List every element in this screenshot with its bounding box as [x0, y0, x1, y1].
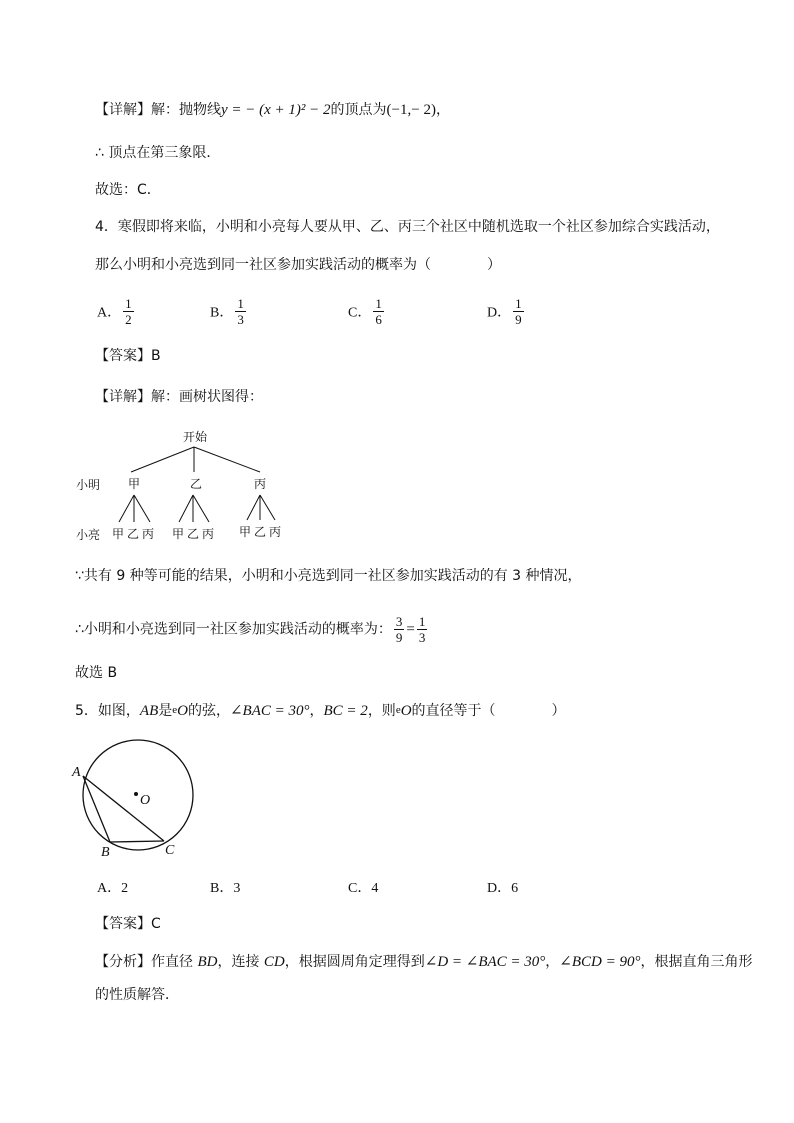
option-label: D．: [487, 305, 512, 321]
q4-choice: 故选 B: [75, 665, 118, 681]
vertex-coords: (−1,− 2): [386, 102, 436, 118]
detail-label: 【详解】: [95, 102, 151, 118]
fraction-numerator: 1: [515, 296, 522, 311]
q5-then: ，则: [367, 703, 396, 719]
q5-word: 是: [158, 703, 173, 719]
segment-ab-line: [83, 776, 110, 842]
q4-option-a: [97, 296, 136, 327]
tree-leaf: 丙: [202, 527, 215, 541]
angle-equation: ∠D = ∠BAC = 30°: [424, 954, 546, 970]
tree-leaf: 乙: [187, 527, 200, 541]
point-c-label: C: [165, 843, 175, 858]
option-fraction: [513, 296, 524, 327]
q4-detail: 【详解】解：画树状图得：: [95, 389, 263, 405]
option-fraction: [123, 296, 134, 327]
fraction-denominator: 3: [418, 630, 426, 645]
analysis-text: ，连接: [217, 954, 264, 970]
detail-intro: 解：抛物线: [151, 102, 221, 118]
segment-bc: BC = 2: [323, 703, 368, 719]
segment-bc-line: [110, 841, 164, 842]
analysis-text: ，根据圆周角定理得到: [284, 954, 425, 970]
tree-branch: [131, 447, 194, 472]
point-b-label: B: [101, 845, 110, 860]
tree-leaf: 乙: [127, 527, 140, 541]
q5-circle-figure: [68, 738, 208, 863]
analysis-text: ，根据直角三角形: [640, 954, 753, 970]
fraction-numerator: 1: [375, 296, 382, 311]
segment-ac-line: [83, 776, 164, 841]
detail-end: ，: [435, 102, 450, 118]
q5-comma: ，: [309, 703, 324, 719]
option-label: A．: [97, 305, 122, 321]
q3-conclusion: ∴ 顶点在第三象限．: [95, 145, 221, 161]
q5-prefix: 5．如图，: [75, 703, 140, 719]
tree-branch: [193, 495, 209, 522]
fraction-denominator: 6: [375, 312, 382, 327]
fraction-numerator: 1: [418, 614, 426, 629]
q5-option-b: B．3: [210, 881, 241, 896]
tree-branch: [260, 495, 275, 520]
tree-row-label-xiaoliang: 小亮: [76, 528, 101, 542]
q5-option-a: A．2: [97, 881, 129, 896]
tree-node-level1: 甲: [128, 477, 141, 491]
q5-analysis-line2: 的性质解答．: [95, 987, 179, 1003]
fraction-denominator: 9: [395, 630, 403, 645]
q4-option-b: [210, 296, 248, 327]
tree-branch: [194, 447, 260, 472]
tree-diagram: [70, 425, 310, 550]
probability-fraction: [394, 614, 405, 645]
segment-cd: CD: [263, 954, 285, 970]
q5-diameter: 的直径等于（ ）: [411, 703, 566, 719]
q4-therefore: [75, 614, 429, 645]
tree-leaf: 甲: [172, 527, 185, 541]
circle-o: [83, 740, 193, 850]
q5-option-c: C．4: [348, 881, 379, 896]
tree-node-level1: 乙: [190, 477, 203, 491]
point-o-label: O: [140, 793, 151, 808]
tree-leaf: 丙: [142, 527, 155, 541]
segment-bd: BD: [197, 954, 218, 970]
fraction-denominator: 2: [125, 312, 132, 327]
option-label: C．: [348, 305, 372, 321]
tree-leaf: 丙: [269, 525, 282, 539]
tree-branch: [134, 495, 150, 522]
analysis-label: 【分析】: [95, 954, 151, 970]
option-fraction: [373, 296, 384, 327]
segment-ab: AB: [139, 703, 159, 719]
therefore-text: ∴小明和小亮选到同一社区参加实践活动的概率为：: [75, 621, 392, 638]
probability-fraction: [417, 614, 428, 645]
tree-root: 开始: [183, 430, 208, 444]
equals-sign: =: [406, 621, 415, 638]
tree-leaf: 甲: [112, 527, 125, 541]
fraction-denominator: 9: [515, 312, 522, 327]
tree-leaf: 甲: [239, 525, 252, 539]
q4-stem-line1: 4．寒假即将来临，小明和小亮每人要从甲、乙、丙三个社区中随机选取一个社区参加综合实践活动，: [95, 219, 720, 235]
tree-row-label-xiaoming: 小明: [76, 478, 101, 492]
analysis-text: ，: [545, 954, 560, 970]
q4-because: ∵共有 9 种等可能的结果，小明和小亮选到同一社区参加实践活动的有 3 种情况，: [75, 568, 582, 584]
tree-branch: [119, 495, 134, 522]
q5-answer: 【答案】C: [95, 916, 161, 932]
angle-bcd: ∠BCD = 90°: [559, 954, 641, 970]
q5-stem: [75, 700, 566, 721]
circle-symbol-icon: e: [172, 704, 178, 716]
q4-stem-line2: 那么小明和小亮选到同一社区参加实践活动的概率为（ ）: [95, 257, 501, 273]
q3-detail-line: [95, 100, 450, 120]
q4-answer: 【答案】B: [95, 348, 161, 364]
center-o: O: [177, 703, 188, 719]
detail-mid: 的顶点为: [330, 102, 387, 118]
circle-symbol-icon: e: [395, 704, 401, 716]
q5-analysis-line1: [95, 952, 753, 972]
analysis-text: 作直径: [151, 954, 198, 970]
center-o: O: [400, 703, 412, 719]
center-point: [134, 792, 138, 796]
tree-node-level1: 丙: [254, 477, 267, 491]
tree-branch: [247, 495, 260, 520]
q4-option-d: [487, 296, 526, 327]
q4-option-c: [348, 296, 386, 327]
q5-chord-word: 的弦，: [187, 703, 230, 719]
fraction-numerator: 3: [395, 614, 403, 629]
angle-bac: ∠BAC = 30°: [229, 703, 310, 719]
q5-option-d: D．6: [487, 881, 519, 896]
q3-choice: 故选：C．: [95, 182, 161, 198]
fraction-numerator: 1: [237, 296, 244, 311]
option-fraction: [235, 296, 246, 327]
tree-branch: [179, 495, 193, 522]
point-a-label: A: [72, 765, 81, 780]
parabola-formula: y = − (x + 1)² − 2: [221, 102, 331, 118]
tree-leaf: 乙: [254, 525, 267, 539]
option-label: B．: [210, 305, 234, 321]
fraction-denominator: 3: [237, 312, 244, 327]
fraction-numerator: 1: [125, 296, 132, 311]
